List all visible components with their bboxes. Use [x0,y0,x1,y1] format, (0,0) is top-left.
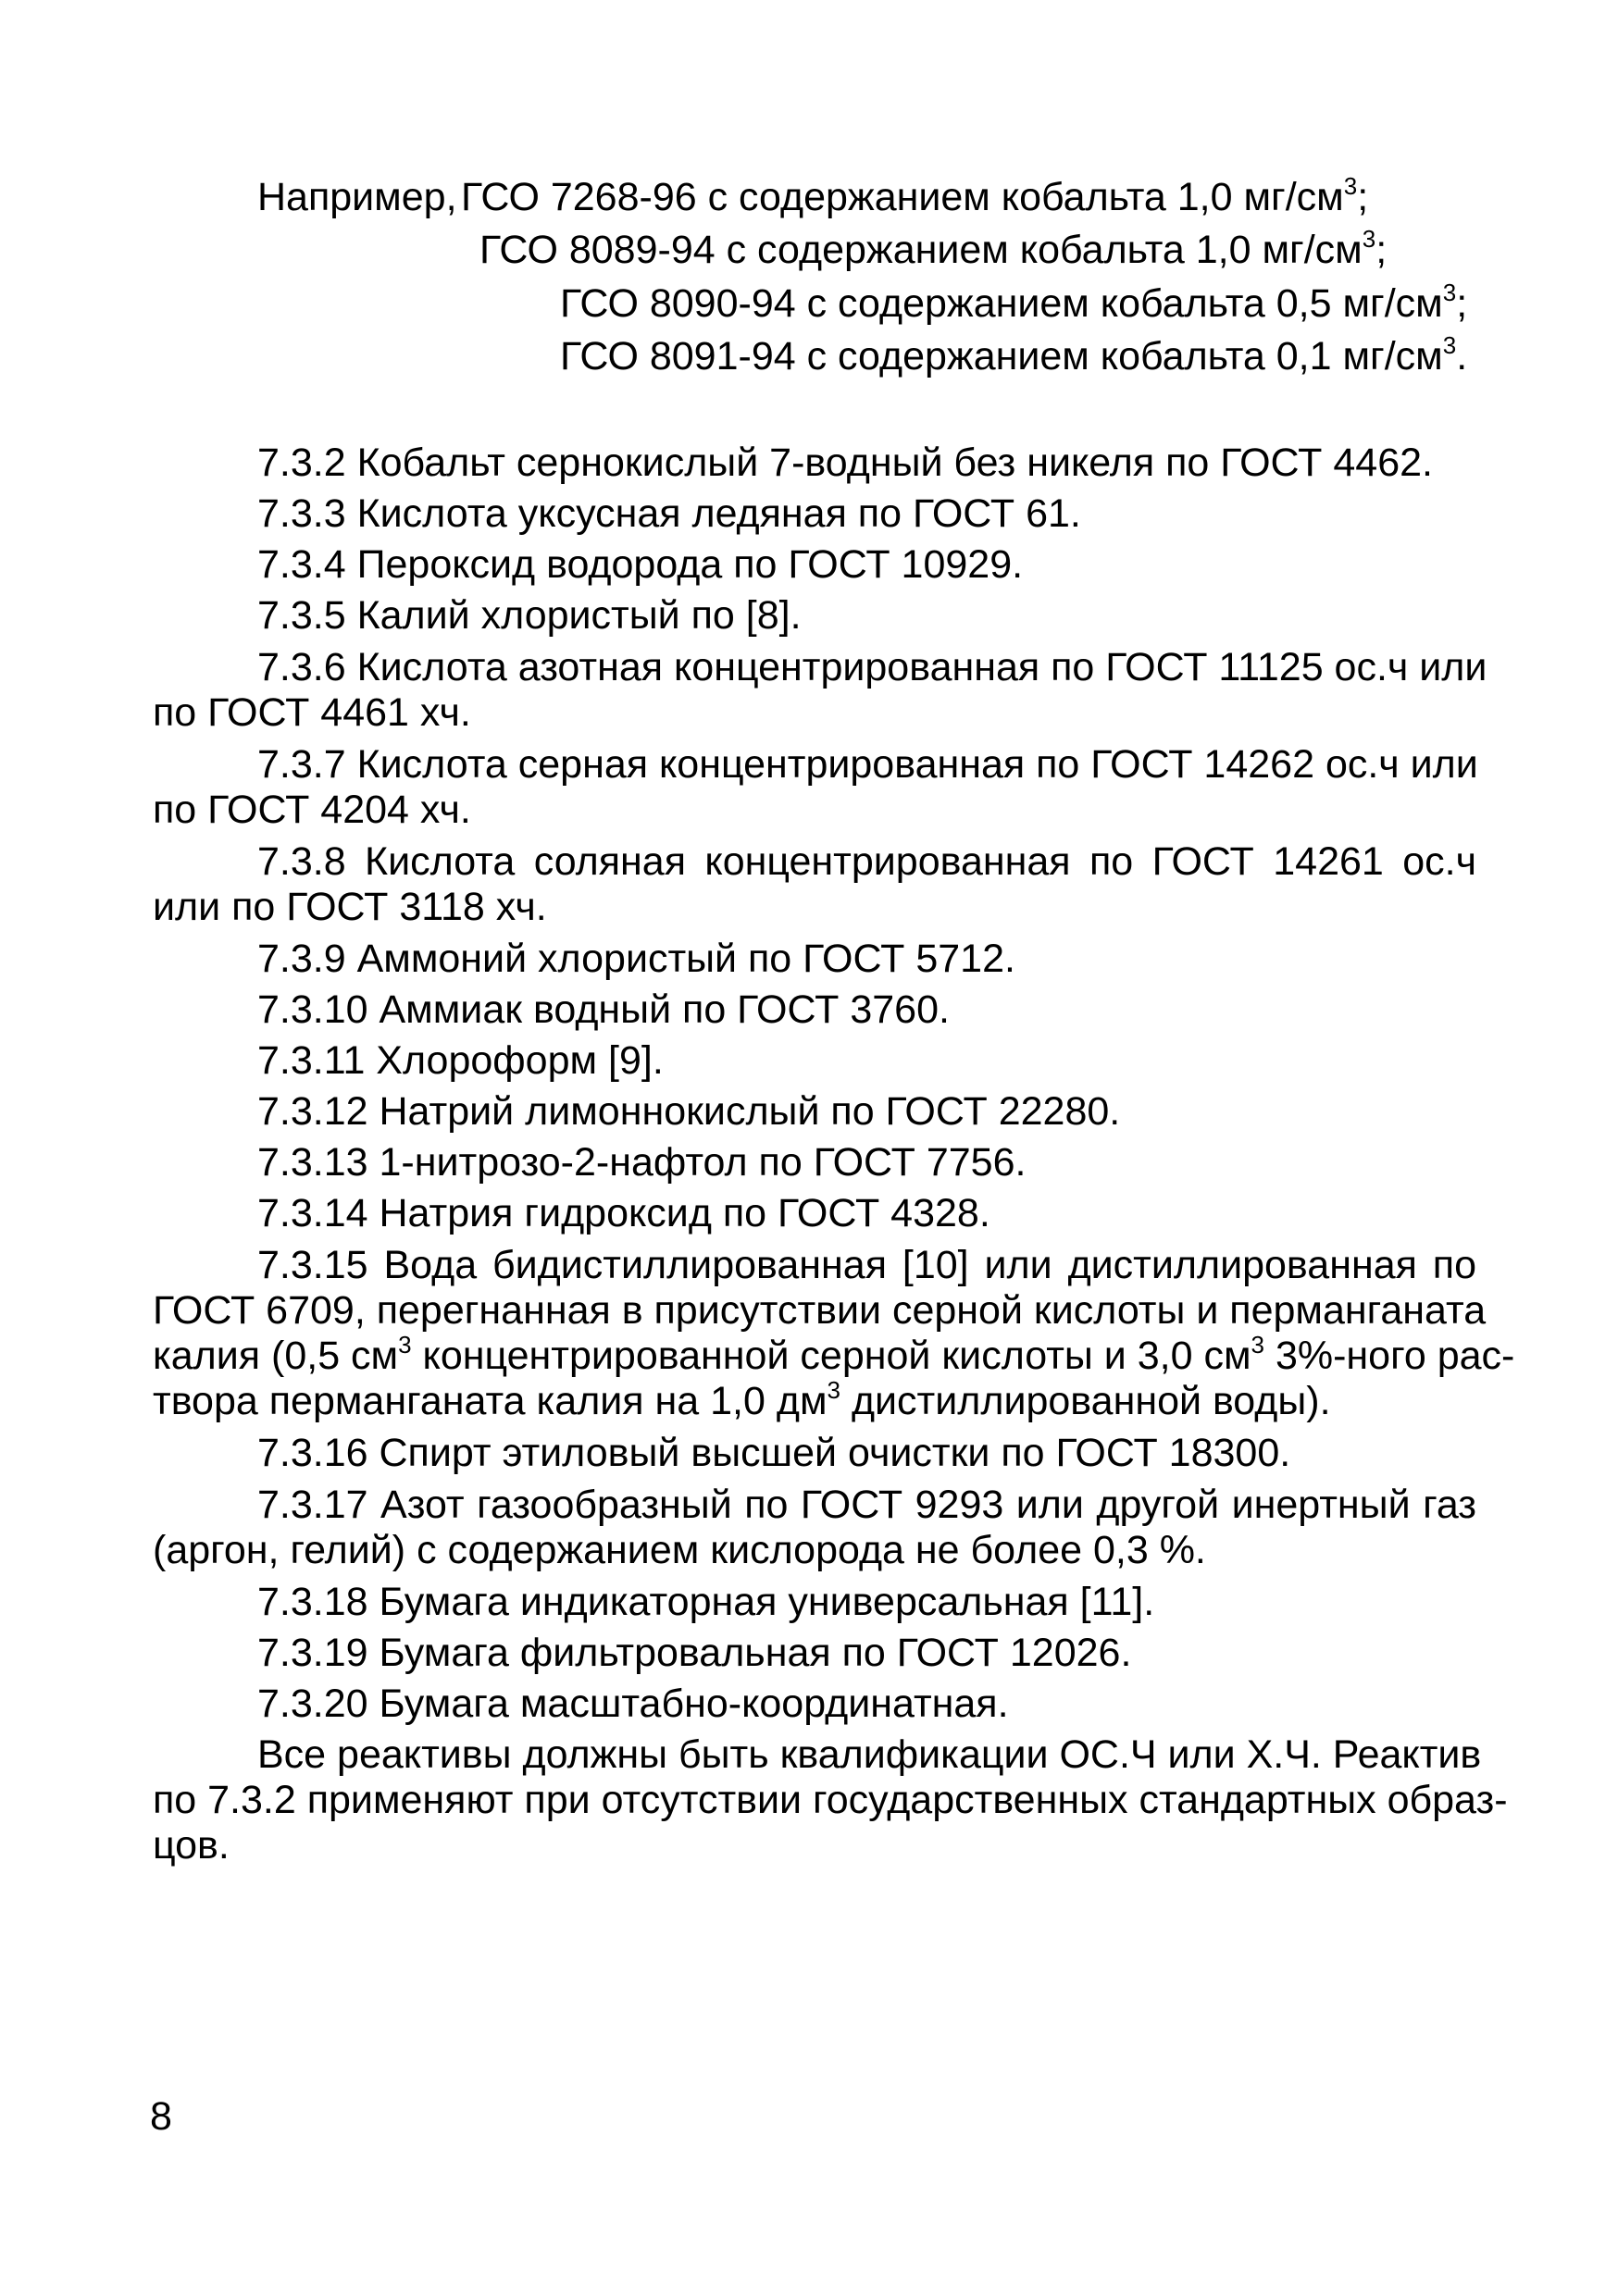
example-line-3-text: ГСО 8090-94 с содержанием кобальта 0,5 мг/см [560,281,1443,326]
item-7-3-15-line-3 [153,1331,1515,1379]
item-7-3-15-line-1: 7.3.15 Вода бидистиллированная [10] или дистиллированная по [257,1243,1476,1287]
example-line-4-text: ГСО 8091-94 с содержанием кобальта 0,1 мг/см [560,334,1443,379]
item-7-3-4: 7.3.4 Пероксид водорода по ГОСТ 10929. [257,542,1024,587]
item-7-3-20: 7.3.20 Бумага масштабно-координатная. [257,1682,1009,1726]
superscript: 3 [1362,225,1376,253]
note-line-2: по 7.3.2 применяют при отсутствии государственных стандартных образ- [153,1778,1508,1822]
superscript: 3 [827,1376,840,1404]
item-7-3-9: 7.3.9 Аммоний хлористый по ГОСТ 5712. [257,937,1015,981]
text-segment: 3%-ного рас- [1264,1334,1515,1378]
example-line-1-text: ГСО 7268-96 с содержанием кобальта 1,0 мг/см [461,175,1344,219]
example-line-2 [479,227,1387,273]
example-line-4 [560,333,1467,379]
example-line-3 [560,280,1467,327]
punct: . [1456,334,1468,379]
superscript: 3 [1343,172,1358,200]
item-7-3-7-line-1: 7.3.7 Кислота серная концентрированная по ГОСТ 14262 ос.ч или [257,742,1478,787]
item-7-3-17-line-1: 7.3.17 Азот газообразный по ГОСТ 9293 или другой инертный газ [257,1483,1476,1527]
item-7-3-13: 7.3.13 1-нитрозо-2-нафтол по ГОСТ 7756. [257,1140,1027,1185]
punct: ; [1375,228,1388,272]
item-7-3-2: 7.3.2 Кобальт сернокислый 7-водный без никеля по ГОСТ 4462. [257,441,1433,485]
item-7-3-16: 7.3.16 Спирт этиловый высшей очистки по ГОСТ 18300. [257,1431,1291,1475]
punct: ; [1357,175,1369,219]
note-line-1: Все реактивы должны быть квалификации ОС.Ч или Х.Ч. Реактив [257,1732,1482,1777]
item-7-3-19: 7.3.19 Бумага фильтровальная по ГОСТ 12026. [257,1631,1132,1675]
item-7-3-14: 7.3.14 Натрия гидроксид по ГОСТ 4328. [257,1191,990,1235]
note-line-3: цов. [153,1823,230,1868]
item-7-3-6-line-1: 7.3.6 Кислота азотная концентрированная по ГОСТ 11125 ос.ч или [257,645,1487,689]
superscript: 3 [398,1331,412,1359]
example-label: Например, [257,175,457,219]
superscript: 3 [1442,279,1457,306]
text-segment: концентрированной серной кислоты и 3,0 см [411,1334,1251,1378]
item-7-3-7-line-2: по ГОСТ 4204 хч. [153,788,471,832]
item-7-3-18: 7.3.18 Бумага индикаторная универсальная [11]. [257,1580,1155,1624]
item-7-3-3: 7.3.3 Кислота уксусная ледяная по ГОСТ 61. [257,491,1081,536]
item-7-3-10: 7.3.10 Аммиак водный по ГОСТ 3760. [257,987,950,1032]
text-segment: калия (0,5 см [153,1334,399,1378]
punct: ; [1456,281,1468,326]
example-line-2-text: ГСО 8089-94 с содержанием кобальта 1,0 мг/см [479,228,1363,272]
page-number: 8 [150,2094,172,2139]
item-7-3-8-line-2: или по ГОСТ 3118 хч. [153,885,547,929]
superscript: 3 [1251,1331,1265,1359]
item-7-3-11: 7.3.11 Хлороформ [9]. [257,1038,664,1083]
text-segment: дистиллированной воды). [840,1379,1331,1423]
item-7-3-15-line-4 [153,1378,1331,1424]
item-7-3-15-line-2: ГОСТ 6709, перегнанная в присутствии серной кислоты и перманганата [153,1288,1487,1333]
item-7-3-17-line-2: (аргон, гелий) с содержанием кислорода не более 0,3 %. [153,1528,1206,1572]
item-7-3-5: 7.3.5 Калий хлористый по [8]. [257,593,802,638]
superscript: 3 [1442,331,1457,359]
item-7-3-8-line-1: 7.3.8 Кислота соляная концентрированная по ГОСТ 14261 ос.ч [257,839,1476,884]
item-7-3-12: 7.3.12 Натрий лимоннокислый по ГОСТ 22280. [257,1089,1121,1134]
example-line-1 [461,174,1368,220]
item-7-3-6-line-2: по ГОСТ 4461 хч. [153,690,471,735]
text-segment: твора перманганата калия на 1,0 дм [153,1379,828,1423]
